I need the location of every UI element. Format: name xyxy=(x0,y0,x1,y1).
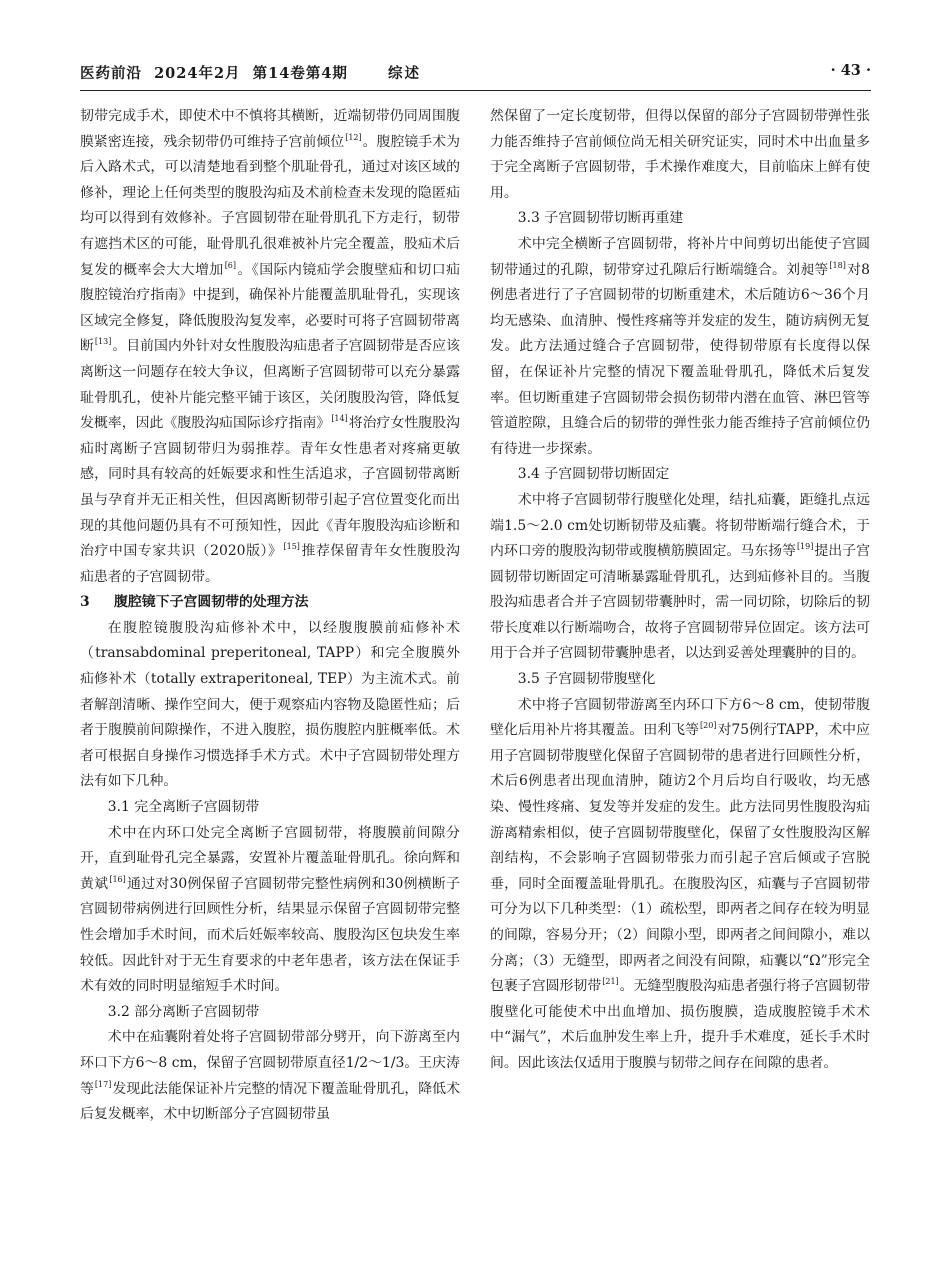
citation: [20] xyxy=(700,721,717,731)
paragraph: 术中将子宫圆韧带游离至内环口下方6～8 cm，使韧带腹壁化后用补片将其覆盖。田利飞等[20]对75例行TAPP，术中应用子宫圆韧带腹壁化保留子宫圆韧带的患者进行回顾性分析，术后6例患者出现血清肿，随访2个月后均自行吸收，均无感染、慢性疼痛、复发等并发症的发生。此方法同男性腹股沟疝游离精索相似，使子宫圆韧带腹壁化，保留了女性腹股沟区解剖结构，不会影响子宫圆韧带张力而引起子宫后倾或子宫脱垂，同时全面覆盖耻骨肌孔。在腹股沟区，疝囊与子宫圆韧带可分为以下几种类型：（1）疏松型，即两者之间存在较为明显的间隙，容易分开；（2）间隙小型，即两者之间间隙小，难以分离；（3）无缝型，即两者之间没有间隙，疝囊以“Ω”形完全包裹子宫圆形韧带[21]。无缝型腹股沟疝患者强行将子宫圆韧带腹壁化可能使术中出血增加、损伤腹膜，造成腹腔镜手术术中“漏气”，术后血肿发生率上升，提升手术难度，延长手术时间。因此该法仅适用于腹膜与韧带之间存在间隙的患者。 xyxy=(490,696,870,1071)
paragraph: 在腹腔镜腹股沟疝修补术中，以经腹腹膜前疝修补术（transabdominal preperitoneal, TAPP）和完全腹膜外疝修补术（totally extraperitoneal, TEP）为主流术式。前者解剖清晰、操作空间大，便于观察疝内容物及隐匿性疝；后者于腹膜前间隙操作，不进入腹腔，损伤腹腔内脏概率低。术者可根据自身操作习惯选择手术方式。术中子宫圆韧带处理方法有如下几种。 xyxy=(80,619,460,790)
citation: [6] xyxy=(224,260,237,270)
subsection-heading: 3.5 子宫圆韧带腹壁化 xyxy=(517,671,656,688)
section-heading xyxy=(80,590,460,616)
paragraph: 韧带完成手术，即使术中不慎将其横断，近端韧带仍同周围腹膜紧密连接，残余韧带仍可维持子宫前倾位[12]。腹腔镜手术为后入路术式，可以清楚地看到整个肌耻骨孔，通过对该区域的修补，理论上任何类型的腹股沟疝及术前检查未发现的隐匿疝均可以得到有效修补。子宫圆韧带在耻骨肌孔下方走行，韧带有遮挡术区的可能，耻骨肌孔很难被补片完全覆盖，股疝术后复发的概率会大大增加[6]。《国际内镜疝学会腹壁疝和切口疝腹腔镜治疗指南》中提到，确保补片能覆盖肌耻骨孔，实现该区域完全修复，降低腹股沟复发率，必要时可将子宫圆韧带离断[13]。目前国内外针对女性腹股沟疝患者子宫圆韧带是否应该离断这一问题存在较大争议，但离断子宫圆韧带可以充分暴露耻骨肌孔，使补片能完整平铺于该区，关闭腹股沟管，降低复发概率，因此《腹股沟疝国际诊疗指南》[14]将治疗女性腹股沟疝时离断子宫圆韧带归为弱推荐。青年女性患者对疼痛更敏感，同时具有较高的妊娠要求和性生活追求，子宫圆韧带离断虽与孕育并无正相关性，但因离断韧带引起子宫位置变化而出现的其他问题仍具有不可预知性，因此《青年腹股沟疝诊断和治疗中国专家共识（2020版）》[15]推荐保留青年女性腹股沟疝患者的子宫圆韧带。 xyxy=(80,108,460,585)
journal-info: 医药前沿 2024年2月 第14卷第4期 xyxy=(80,65,348,82)
citation: [18] xyxy=(829,260,846,270)
section-title: 腹腔镜下子宫圆韧带的处理方法 xyxy=(114,594,309,611)
citation: [17] xyxy=(94,1079,112,1089)
paragraph: 术中在疝囊附着处将子宫圆韧带部分劈开，向下游离至内环口下方6～8 cm，保留子宫圆韧带原直径1/2～1/3。王庆涛等[17]发现此法能保证补片完整的情况下覆盖耻骨肌孔，降低术后复发概率，术中切断部分子宫圆韧带虽 xyxy=(80,1029,460,1123)
paragraph: 术中完全横断子宫圆韧带，将补片中间剪切出能使子宫圆韧带通过的孔隙，韧带穿过孔隙后行断端缝合。刘昶等[18]对8例患者进行了子宫圆韧带的切断重建术，术后随访6～36个月均无感染、血清肿、慢性疼痛等并发症的发生，随访病例无复发。此方法通过缝合子宫圆韧带，使得韧带原有长度得以保留，在保证补片完整的情况下覆盖耻骨肌孔，降低术后复发率。但切断重建子宫圆韧带会损伤韧带内潜在血管、淋巴管等管道腔隙，且缝合后的韧带的弹性张力能否维持子宫前倾位仍有待进一步探索。 xyxy=(490,235,870,457)
section-number: 3 xyxy=(80,594,90,611)
page-number: · 43 · xyxy=(830,62,871,79)
citation: [15] xyxy=(283,542,300,552)
subsection-heading: 3.3 子宫圆韧带切断再重建 xyxy=(517,210,684,227)
citation: [14] xyxy=(331,414,348,424)
citation: [13] xyxy=(94,337,112,347)
right-column xyxy=(490,104,870,1077)
paragraph: 术中将子宫圆韧带行腹壁化处理，结扎疝囊，距缝扎点远端1.5～2.0 cm处切断韧带及疝囊。将韧带断端行缝合术，于内环口旁的腹股沟韧带或腹横筋膜固定。马东扬等[19]提出子宫圆韧带切断固定可清晰暴露耻骨肌孔，达到疝修补目的。当腹股沟疝患者合并子宫圆韧带囊肿时，需一同切除，切除后的韧带长度难以行断端吻合，故将子宫圆韧带异位固定。该方法可用于合并子宫圆韧带囊肿患者，以达到妥善处理囊肿的目的。 xyxy=(490,491,870,662)
left-column xyxy=(80,104,460,1128)
header-rule xyxy=(80,90,871,91)
paragraph: 术中在内环口处完全离断子宫圆韧带，将腹膜前间隙分开，直到耻骨孔完全暴露，安置补片覆盖耻骨肌孔。徐向辉和黄斌[16]通过对30例保留子宫圆韧带完整性病例和30例横断子宫圆韧带病例进行回顾性分析，结果显示保留子宫圆韧带完整性会增加手术时间，而术后妊娠率较高、腹股沟区包块发生率较低。因此针对于无生育要求的中老年患者，该方法在保证手术有效的同时明显缩短手术时间。 xyxy=(80,824,460,995)
subsection-heading: 3.4 子宫圆韧带切断固定 xyxy=(517,466,670,483)
citation: [12] xyxy=(345,132,362,142)
section-label: 综述 xyxy=(388,65,421,82)
subsection-heading: 3.1 完全离断子宫圆韧带 xyxy=(107,799,260,816)
subsection-heading: 3.2 部分离断子宫圆韧带 xyxy=(107,1003,260,1020)
running-header xyxy=(80,62,871,84)
citation: [16] xyxy=(109,874,126,884)
citation: [21] xyxy=(602,977,619,987)
citation: [19] xyxy=(796,542,814,552)
paragraph: 然保留了一定长度韧带，但得以保留的部分子宫圆韧带弹性张力能否维持子宫前倾位尚无相关研究证实，同时术中出血量多于完全离断子宫圆韧带，手术操作难度大，目前临床上鲜有使用。 xyxy=(490,108,870,201)
